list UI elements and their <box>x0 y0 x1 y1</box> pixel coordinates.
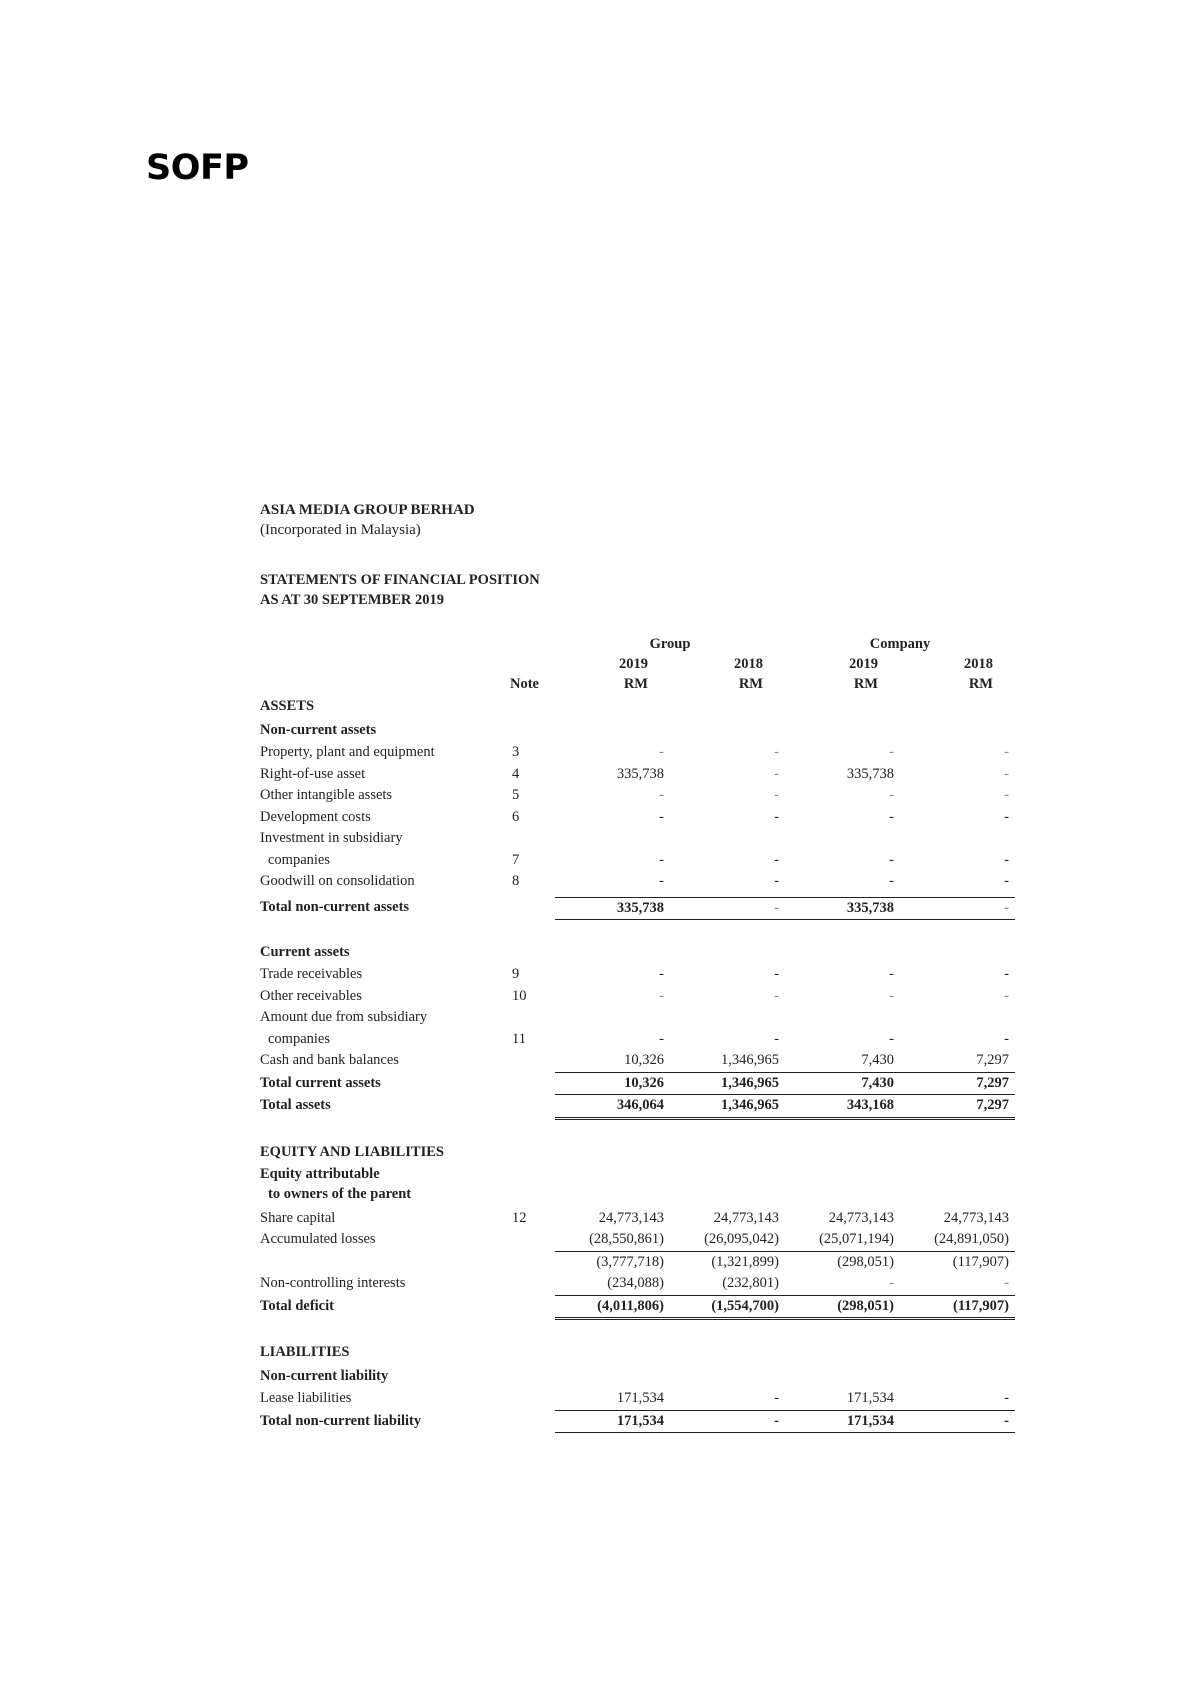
cell-value: - <box>889 744 894 760</box>
cell-value: 346,064 <box>555 1095 670 1120</box>
cell-value: 7,430 <box>785 1050 900 1073</box>
table-row <box>260 828 1020 850</box>
company-heading: Company <box>869 636 931 652</box>
cell-value: (25,071,194) <box>785 1229 900 1252</box>
statement-date: AS AT 30 SEPTEMBER 2019 <box>260 592 444 608</box>
row-label: Total assets <box>260 1097 331 1113</box>
cell-value: (3,777,718) <box>596 1253 664 1270</box>
row-note: 7 <box>512 851 520 868</box>
table-row <box>260 1388 1020 1411</box>
cell-value: - <box>774 808 779 825</box>
row-label: Cash and bank balances <box>260 1052 399 1068</box>
cell-value: - <box>889 808 894 825</box>
section-liabilities: LIABILITIES <box>260 1344 350 1360</box>
statement-title: STATEMENTS OF FINANCIAL POSITION <box>260 572 540 588</box>
company-name: ASIA MEDIA GROUP BERHAD <box>260 502 475 518</box>
cell-value: - <box>774 851 779 868</box>
year-company-2018: 2018 <box>964 656 993 672</box>
cell-value: - <box>1004 873 1009 889</box>
cell-value: - <box>1004 1030 1009 1047</box>
cell-value: 24,773,143 <box>598 1209 664 1226</box>
total-row <box>260 1296 1020 1321</box>
row-note: 9 <box>512 966 520 982</box>
cell-value: - <box>659 987 664 1004</box>
table-row <box>260 986 1020 1008</box>
row-label: Total deficit <box>260 1297 334 1314</box>
row-label: Total current assets <box>260 1074 381 1091</box>
cell-value: (1,321,899) <box>711 1253 779 1270</box>
table-row <box>260 1007 1020 1029</box>
row-label: Other intangible assets <box>260 787 393 803</box>
cell-value: - <box>889 1030 894 1047</box>
row-label: Non-controlling interests <box>260 1275 406 1291</box>
cell-value: - <box>889 873 894 889</box>
cell-value: - <box>785 1273 900 1296</box>
row-note: 6 <box>512 808 520 825</box>
cell-value: (117,907) <box>900 1296 1015 1321</box>
cell-value: - <box>889 787 894 803</box>
row-note: 3 <box>512 744 520 760</box>
incorporation-note: (Incorporated in Malaysia) <box>260 522 421 538</box>
table-row <box>260 1208 1020 1230</box>
section-equity-attributable-sub: to owners of the parent <box>268 1185 412 1202</box>
total-row <box>260 897 1020 921</box>
financial-statement-document <box>260 500 1020 1433</box>
cell-value: - <box>889 851 894 868</box>
cell-value: - <box>889 966 894 982</box>
cell-value: 10,326 <box>555 1050 670 1073</box>
row-label: companies <box>268 1030 331 1047</box>
cell-value: 7,297 <box>900 1073 1015 1096</box>
cell-value: (298,051) <box>785 1296 900 1321</box>
row-note: 10 <box>512 987 527 1004</box>
cell-value: - <box>1004 987 1009 1004</box>
section-assets: ASSETS <box>260 698 315 714</box>
cell-value: - <box>659 787 664 803</box>
cell-value: - <box>1004 966 1009 982</box>
row-note: 8 <box>512 873 520 889</box>
cell-value: - <box>670 1411 785 1434</box>
cell-value: (26,095,042) <box>670 1229 785 1252</box>
cell-value: 171,534 <box>785 1388 900 1411</box>
table-row <box>260 1229 1020 1252</box>
section-current-assets: Current assets <box>260 944 350 960</box>
year-group-2019: 2019 <box>619 656 648 672</box>
row-note: 11 <box>512 1030 526 1047</box>
cell-value: 7,297 <box>900 1050 1015 1073</box>
unit-label: RM <box>968 676 993 692</box>
section-non-current-assets: Non-current assets <box>260 722 377 738</box>
slide-title: SOFP <box>146 148 249 188</box>
table-row <box>260 807 1020 829</box>
cell-value: - <box>659 1030 664 1047</box>
cell-value: 335,738 <box>555 897 670 921</box>
cell-value: - <box>900 1411 1015 1434</box>
row-label: Other receivables <box>260 987 362 1004</box>
table-row <box>260 1029 1020 1051</box>
subtotal-row <box>260 1252 1020 1274</box>
cell-value: (298,051) <box>837 1253 894 1270</box>
table-row <box>260 785 1020 807</box>
row-label: Share capital <box>260 1209 336 1226</box>
table-row <box>260 850 1020 872</box>
section-non-current-liability: Non-current liability <box>260 1368 389 1384</box>
table-row <box>260 871 1020 893</box>
row-label: Total non-current liability <box>260 1412 422 1429</box>
row-label: Trade receivables <box>260 966 363 982</box>
table-row <box>260 742 1020 764</box>
cell-value: - <box>659 966 664 982</box>
cell-value: - <box>774 787 779 803</box>
cell-value: - <box>900 1273 1015 1296</box>
cell-value: (234,088) <box>555 1273 670 1296</box>
cell-value: 24,773,143 <box>713 1209 779 1226</box>
year-company-2019: 2019 <box>849 656 878 672</box>
table-row <box>260 764 1020 786</box>
cell-value: 10,326 <box>555 1073 670 1096</box>
column-header <box>260 634 1020 694</box>
row-label: Goodwill on consolidation <box>260 873 415 889</box>
cell-value: 1,346,965 <box>670 1073 785 1096</box>
row-label: Amount due from subsidiary <box>260 1009 428 1025</box>
cell-value: (232,801) <box>670 1273 785 1296</box>
cell-value: - <box>659 851 664 868</box>
row-label: Development costs <box>260 808 371 825</box>
total-row <box>260 1411 1020 1434</box>
cell-value: (28,550,861) <box>555 1229 670 1252</box>
row-note: 5 <box>512 787 520 803</box>
cell-value: - <box>774 1030 779 1047</box>
cell-value: - <box>1004 787 1009 803</box>
cell-value: (1,554,700) <box>670 1296 785 1321</box>
cell-value: - <box>774 744 779 760</box>
total-row <box>260 1073 1020 1096</box>
group-heading: Group <box>649 636 691 652</box>
total-row <box>260 1095 1020 1120</box>
cell-value: - <box>900 1388 1015 1411</box>
unit-label: RM <box>853 676 878 692</box>
unit-label: RM <box>623 676 648 692</box>
cell-value: 171,534 <box>555 1411 670 1434</box>
row-label: Property, plant and equipment <box>260 744 435 760</box>
cell-value: 343,168 <box>785 1095 900 1120</box>
cell-value: - <box>774 966 779 982</box>
row-label: Right-of-use asset <box>260 765 366 782</box>
cell-value: 171,534 <box>555 1388 670 1411</box>
cell-value: - <box>1004 808 1009 825</box>
row-label: Lease liabilities <box>260 1390 352 1406</box>
cell-value: - <box>774 987 779 1004</box>
table-row <box>260 1273 1020 1296</box>
section-equity-attributable: Equity attributable <box>260 1165 380 1182</box>
cell-value: - <box>1004 851 1009 868</box>
cell-value: - <box>670 897 785 921</box>
cell-value: 24,773,143 <box>828 1209 894 1226</box>
cell-value: - <box>1004 765 1009 782</box>
cell-value: 1,346,965 <box>670 1095 785 1120</box>
cell-value: (24,891,050) <box>900 1229 1015 1252</box>
cell-value: 1,346,965 <box>670 1050 785 1073</box>
cell-value: - <box>889 987 894 1004</box>
cell-value: 335,738 <box>785 897 900 921</box>
table-row <box>260 964 1020 986</box>
section-equity-liabilities: EQUITY AND LIABILITIES <box>260 1143 444 1160</box>
cell-value: 24,773,143 <box>943 1209 1009 1226</box>
cell-value: 335,738 <box>616 765 664 782</box>
cell-value: 171,534 <box>785 1411 900 1434</box>
cell-value: - <box>900 897 1015 921</box>
row-note: 12 <box>512 1209 527 1226</box>
cell-value: 7,297 <box>900 1095 1015 1120</box>
row-note: 4 <box>512 765 520 782</box>
row-label <box>260 1252 510 1274</box>
row-label: Total non-current assets <box>260 898 410 915</box>
cell-value: - <box>659 744 664 760</box>
cell-value: - <box>670 1388 785 1411</box>
cell-value: (117,907) <box>952 1253 1009 1270</box>
cell-value: (4,011,806) <box>555 1296 670 1321</box>
table-row <box>260 1050 1020 1073</box>
year-group-2018: 2018 <box>734 656 763 672</box>
cell-value: - <box>774 873 779 889</box>
unit-label: RM <box>738 676 763 692</box>
row-label: Accumulated losses <box>260 1231 376 1247</box>
cell-value: - <box>659 808 664 825</box>
cell-value: - <box>774 765 779 782</box>
cell-value: 335,738 <box>846 765 894 782</box>
cell-value: - <box>1004 744 1009 760</box>
row-label: companies <box>268 851 331 868</box>
row-label: Investment in subsidiary <box>260 830 403 846</box>
cell-value: 7,430 <box>785 1073 900 1096</box>
cell-value: - <box>659 873 664 889</box>
note-heading: Note <box>510 676 539 692</box>
